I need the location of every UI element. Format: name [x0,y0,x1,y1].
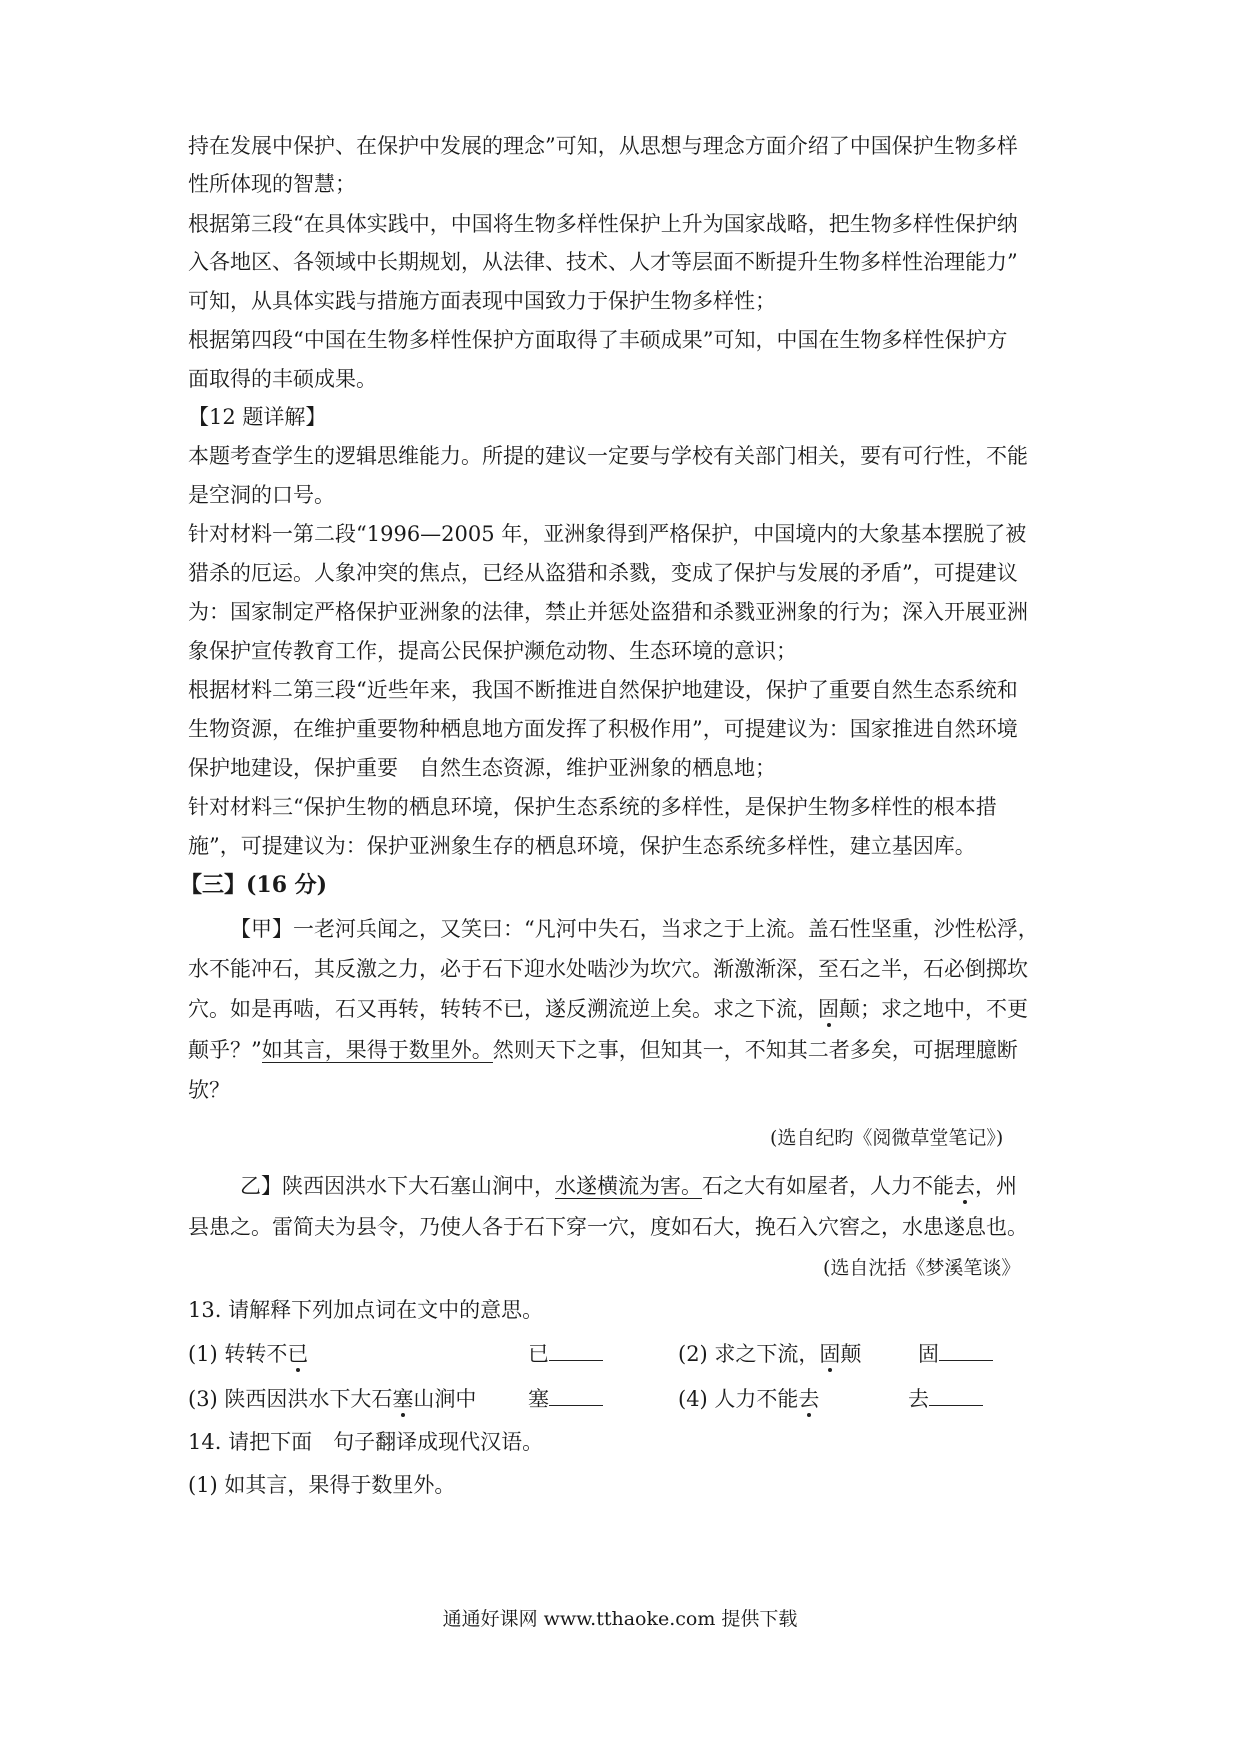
classical-text-line [240,1172,1120,1200]
text-span: 颠 [840,1342,862,1366]
classical-text-line [188,995,1068,1023]
text-span: 然则天下之事，但知其一，不知其二者多矣，可据理臆断 [492,1038,1018,1062]
text-span: 石之大有如屋者，人力不能 [702,1174,954,1198]
source-citation: (选自纪昀《阅微草堂笔记》) [770,1127,1004,1149]
classical-text-line [188,1036,1068,1064]
answer-blank[interactable] [929,1385,983,1406]
paragraph-line: 入各地区、各领域中长期规划，从法律、技术、人才等层面不断提升生物多样性治理能力” [188,250,1018,274]
q13-item-4 [678,1385,819,1413]
q13-item-1 [188,1340,308,1368]
answer-blank[interactable] [939,1340,993,1361]
paragraph-line: 针对材料三“保护生物的栖息环境，保护生态系统的多样性，是保护生物多样性的根本措 [188,795,997,819]
text-span: (2) 求之下流， [678,1342,820,1366]
classical-text-line: 欤？ [188,1078,230,1102]
paragraph-line: 根据第四段“中国在生物多样性保护方面取得了丰硕成果”可知，中国在生物多样性保护方 [188,328,1008,352]
dotted-character: 固 [819,1342,841,1366]
q13-answer-2 [918,1340,993,1368]
q12-heading: 【12 题详解】 [188,405,327,429]
paragraph-line: 保护地建设，保护重要 自然生态资源，维护亚洲象的栖息地； [188,756,776,780]
text-span: (4) 人力不能 [678,1387,799,1411]
text-span: ，州 [975,1174,1017,1198]
source-citation: (选自沈括《梦溪笔谈》 [823,1257,1021,1279]
dotted-character: 固 [818,997,839,1021]
classical-text-line: 县患之。雷简夫为县令，乃使人各于石下穿一穴，度如石大，挽石入穴窖之，水患遂息也。 [188,1215,1028,1239]
paragraph-line: 根据材料二第三段“近些年来，我国不断推进自然保护地建设，保护了重要自然生态系统和 [188,678,1018,702]
paragraph-line: 可知，从具体实践与措施方面表现中国致力于保护生物多样性； [188,289,776,313]
answer-key-word: 塞 [528,1387,549,1411]
answer-key-word: 固 [918,1342,939,1366]
dotted-character: 去 [798,1387,820,1411]
classical-text-line: 【甲】一老河兵闻之，又笑曰：“凡河中失石，当求之于上流。盖石性坚重，沙性松浮， [230,917,1039,941]
dotted-character: 塞 [392,1387,414,1411]
q13-answer-4 [908,1385,983,1413]
dotted-character: 已 [287,1342,309,1366]
text-span: 颠乎？” [188,1038,262,1062]
paragraph-line: 根据第三段“在具体实践中，中国将生物多样性保护上升为国家战略，把生物多样性保护纳 [188,212,1018,236]
paragraph-line: 性所体现的智慧； [188,172,356,196]
dotted-character: 去 [954,1174,975,1198]
answer-key-word: 已 [528,1342,549,1366]
q13-item-3 [188,1385,476,1413]
paragraph-line: 持在发展中保护、在保护中发展的理念”可知，从思想与理念方面介绍了中国保护生物多样 [188,134,1018,158]
underlined-sentence: 水遂横流为害。 [555,1174,702,1198]
paragraph-line: 面取得的丰硕成果。 [188,367,377,391]
text-span: 山涧中 [413,1387,477,1411]
paragraph-line: 为：国家制定严格保护亚洲象的法律，禁止并惩处盗猎和杀戮亚洲象的行为；深入开展亚洲 [188,600,1028,624]
q14-prompt: 14. 请把下面 句子翻译成现代汉语。 [188,1430,544,1454]
text-span: (3) 陕西因洪水下大石 [188,1387,393,1411]
classical-text-line: 水不能冲石，其反激之力，必于石下迎水处啮沙为坎穴。渐激渐深，至石之半，石必倒掷坎 [188,957,1028,981]
paragraph-line: 本题考查学生的逻辑思维能力。所提的建议一定要与学校有关部门相关，要有可行性，不能 [188,444,1028,468]
q13-answer-1 [528,1340,603,1368]
text-span: (1) 转转不 [188,1342,288,1366]
paragraph-line: 施”，可提建议为：保护亚洲象生存的栖息环境，保护生态系统多样性，建立基因库。 [188,834,976,858]
paragraph-line: 生物资源，在维护重要物种栖息地方面发挥了积极作用”，可提建议为：国家推进自然环境 [188,717,1018,741]
paragraph-line: 针对材料一第二段“1996—2005 年，亚洲象得到严格保护，中国境内的大象基本摆脱了被 [188,522,1027,546]
answer-key-word: 去 [908,1387,929,1411]
page-footer: 通通好课网 www.tthaoke.com 提供下载 [442,1608,798,1630]
text-span: 乙】陕西因洪水下大石塞山涧中， [240,1174,555,1198]
answer-blank[interactable] [549,1385,603,1406]
text-span: 穴。如是再啮，石又再转，转转不已，遂反溯流逆上矣。求之下流， [188,997,818,1021]
section-heading: 【三】(16 分) [180,872,328,898]
paragraph-line: 猎杀的厄运。人象冲突的焦点，已经从盗猎和杀戮，变成了保护与发展的矛盾”，可提建议 [188,561,1018,585]
paragraph-line: 象保护宣传教育工作，提高公民保护濒危动物、生态环境的意识； [188,639,797,663]
q13-answer-3 [528,1385,603,1413]
q13-prompt: 13. 请解释下列加点词在文中的意思。 [188,1298,544,1322]
q13-item-2 [678,1340,861,1368]
paragraph-line: 是空洞的口号。 [188,483,335,507]
q14-item-1: (1) 如其言，果得于数里外。 [188,1473,456,1497]
underlined-sentence: 如其言，果得于数里外。 [261,1038,493,1062]
answer-blank[interactable] [549,1340,603,1361]
text-span: 颠；求之地中，不更 [839,997,1028,1021]
